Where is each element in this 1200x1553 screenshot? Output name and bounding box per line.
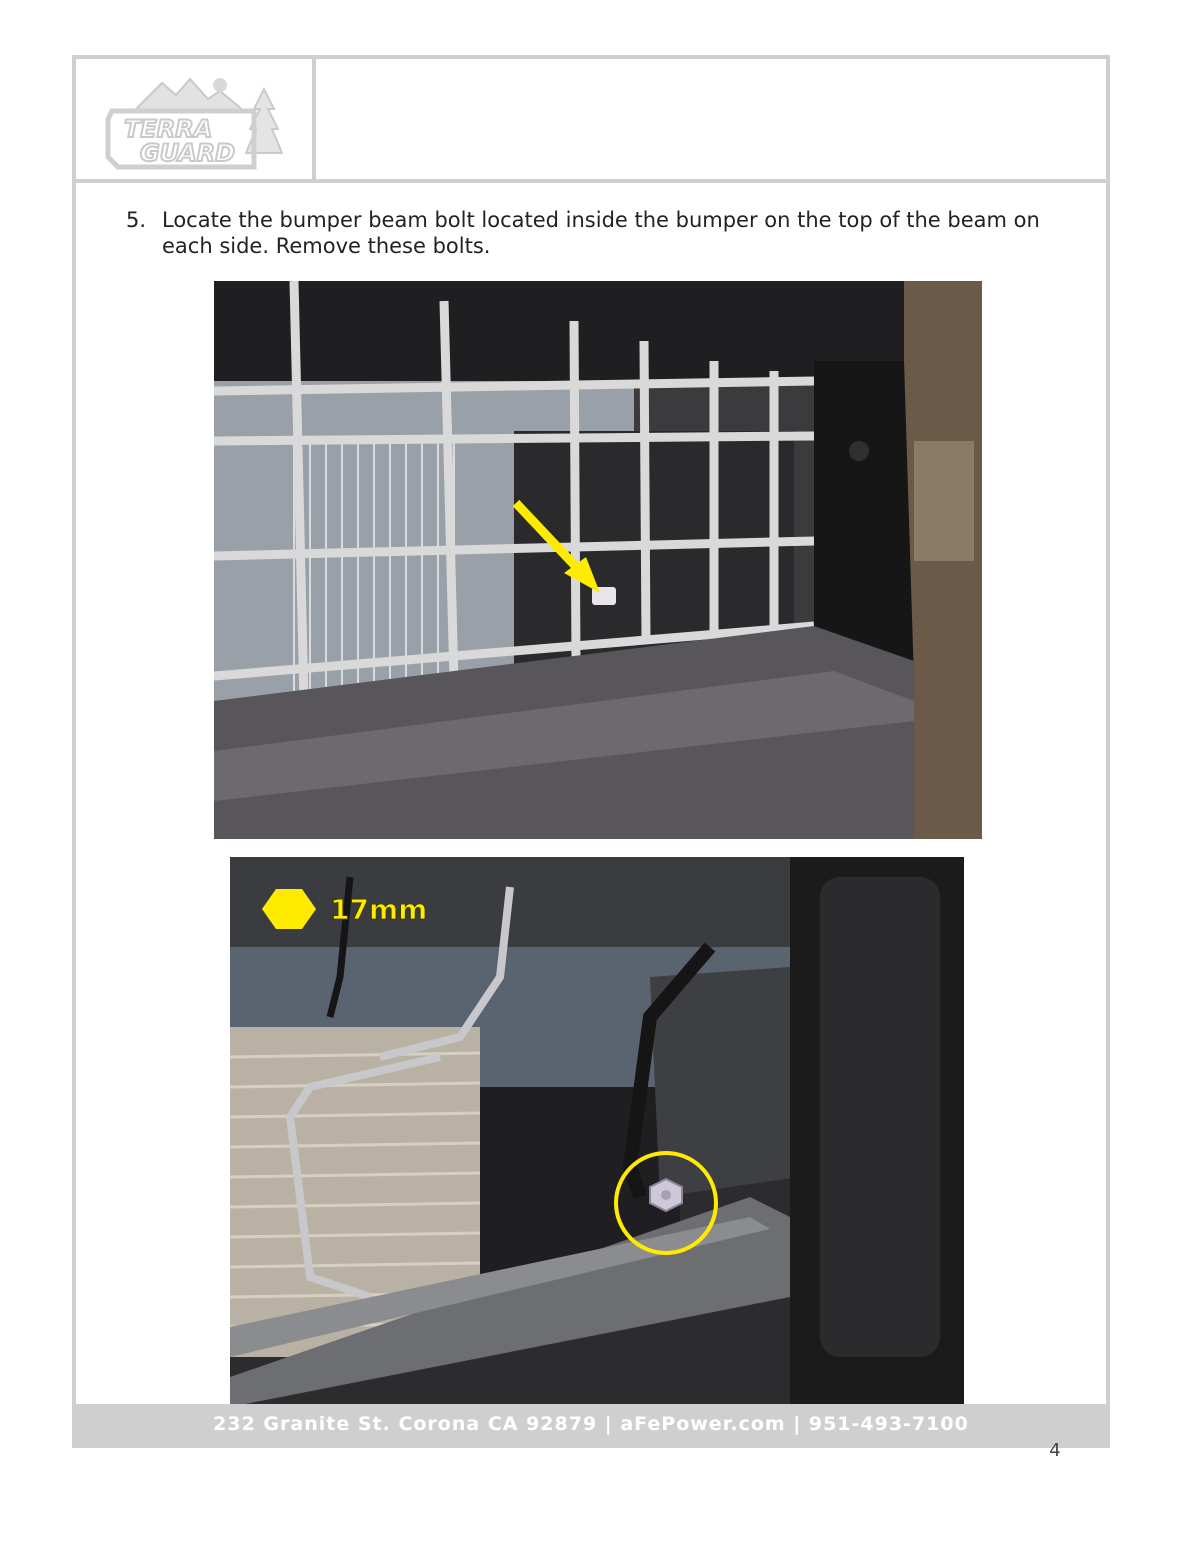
terra-guard-logo: [104, 69, 288, 173]
size-label: 17mm: [330, 893, 428, 926]
header: [76, 59, 1106, 183]
bolt-closeup-photo: [230, 857, 964, 1407]
svg-text:GUARD: GUARD: [140, 139, 236, 167]
logo-cell: [76, 59, 316, 179]
footer: [76, 1404, 1106, 1444]
footer-contact: 232 Granite St. Corona CA 92879 | aFePower.com | 951-493-7100: [213, 1413, 969, 1435]
page-number: 4: [1049, 1440, 1061, 1461]
step-text: Locate the bumper beam bolt located inside the bumper on the top of the beam on each side. Remove these bolts.: [162, 208, 1040, 258]
step-number: 5.: [126, 208, 147, 232]
page-frame: [72, 55, 1110, 1448]
svg-text:TERRA: TERRA: [124, 115, 213, 143]
bumper-overview-photo: [214, 281, 982, 839]
